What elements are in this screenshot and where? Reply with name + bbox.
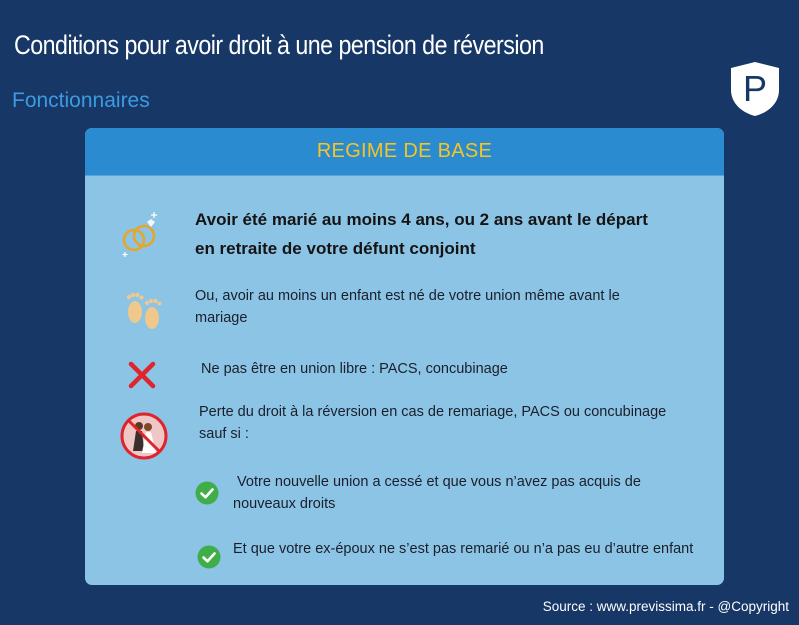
brand-logo xyxy=(729,60,781,118)
wedding-rings-icon xyxy=(120,210,160,258)
svg-text:P: P xyxy=(742,68,768,109)
exception-union-ended-text: Votre nouvelle union a cessé et que vous n’avez pas acquis de nouveaux droits xyxy=(233,474,645,512)
check-icon xyxy=(195,481,219,505)
regime-card xyxy=(85,128,724,585)
exception-ex-spouse-text: Et que votre ex-époux ne s’est pas remarié ou n’a pas eu d’autre enfant xyxy=(233,541,694,557)
baby-feet-icon xyxy=(123,288,165,334)
check-icon xyxy=(197,545,221,569)
page-subtitle: Fonctionnaires xyxy=(12,89,150,112)
page-title: Conditions pour avoir droit à une pension de réversion xyxy=(14,30,544,60)
condition-remarriage-text: Perte du droit à la réversion en cas de remariage, PACS ou concubinage sauf si : xyxy=(199,404,667,442)
condition-no-union-text: Ne pas être en union libre : PACS, concubinage xyxy=(201,361,508,377)
condition-child-text: Ou, avoir au moins un enfant est né de votre union même avant le mariage xyxy=(195,288,620,326)
condition-marriage-text: Avoir été marié au moins 4 ans, ou 2 ans avant le départ en retraite de votre défunt conjoint xyxy=(195,210,648,258)
no-remarriage-icon xyxy=(119,411,169,461)
red-cross-icon xyxy=(127,360,157,390)
card-heading: REGIME DE BASE xyxy=(85,128,724,176)
source-credit: Source : www.previssima.fr - @Copyright xyxy=(542,599,789,614)
